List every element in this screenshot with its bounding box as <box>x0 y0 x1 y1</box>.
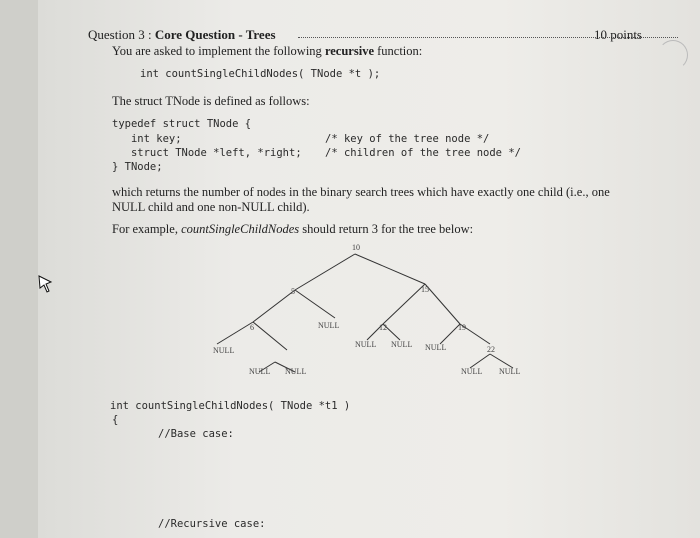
node-19: 19 <box>458 323 466 332</box>
node-15: 15 <box>421 285 429 294</box>
node-10: 10 <box>352 243 360 252</box>
struct-code-line-1: typedef struct TNode { <box>112 118 252 130</box>
edge-5-6 <box>253 290 295 322</box>
edge-22-right <box>490 354 513 368</box>
node-12: 12 <box>379 323 387 332</box>
question-points: 10 points <box>593 27 642 42</box>
struct-intro: The struct TNode is defined as follows: <box>112 94 310 108</box>
null-leaf-9: NULL <box>499 367 521 376</box>
question-title: Core Question - Trees <box>154 27 276 42</box>
intro-text: You are asked to implement the following recursive function: <box>112 44 423 58</box>
description-line-1: which returns the number of nodes in the binary search trees which have exactly one child (i.e., one <box>112 185 610 199</box>
edge-22-left <box>470 354 490 368</box>
null-leaf-5: NULL <box>425 343 447 352</box>
answer-base-case-comment: //Base case: <box>158 428 234 440</box>
answer-signature: int countSingleChildNodes( TNode *t1 ) <box>110 400 351 412</box>
node-5: 5 <box>291 287 295 296</box>
answer-recursive-case-comment: //Recursive case: <box>158 518 266 530</box>
null-leaf-8: NULL <box>461 367 483 376</box>
edge-19-left <box>440 324 460 344</box>
null-leaf-4: NULL <box>391 340 413 349</box>
null-leaf-3: NULL <box>355 340 377 349</box>
function-signature: int countSingleChildNodes( TNode *t ); <box>140 68 381 80</box>
question-header <box>88 27 648 43</box>
edge-15-19 <box>425 284 460 324</box>
edge-15-12 <box>383 284 425 324</box>
question-label: Question 3 : <box>88 27 152 42</box>
struct-code-line-4: } TNode; <box>112 161 163 173</box>
struct-comment-2: /* children of the tree node */ <box>325 147 521 159</box>
mouse-pointer-icon <box>37 274 55 294</box>
node-22: 22 <box>487 345 495 354</box>
null-leaf-2: NULL <box>213 346 235 355</box>
left-margin <box>0 0 38 538</box>
binary-search-tree-diagram <box>195 240 535 380</box>
null-leaf-1: NULL <box>318 321 340 330</box>
edge-6-5b <box>253 322 287 350</box>
edge-5-null <box>295 290 335 318</box>
edge-10-5 <box>295 254 355 290</box>
edge-10-15 <box>355 254 425 284</box>
null-leaf-7: NULL <box>285 367 307 376</box>
node-6: 6 <box>250 323 254 332</box>
struct-comment-1: /* key of the tree node */ <box>325 133 490 145</box>
edge-6-null <box>217 322 253 344</box>
description-line-2: NULL child and one non-NULL child). <box>112 200 310 214</box>
pen-mark-decoration <box>658 40 688 70</box>
struct-code-line-3: struct TNode *left, *right; <box>112 147 302 159</box>
null-leaf-6: NULL <box>249 367 271 376</box>
example-text: For example, countSingleChildNodes should return 3 for the tree below: <box>112 222 474 236</box>
struct-code-line-2: int key; <box>112 133 182 145</box>
answer-open-brace: { <box>112 414 119 426</box>
